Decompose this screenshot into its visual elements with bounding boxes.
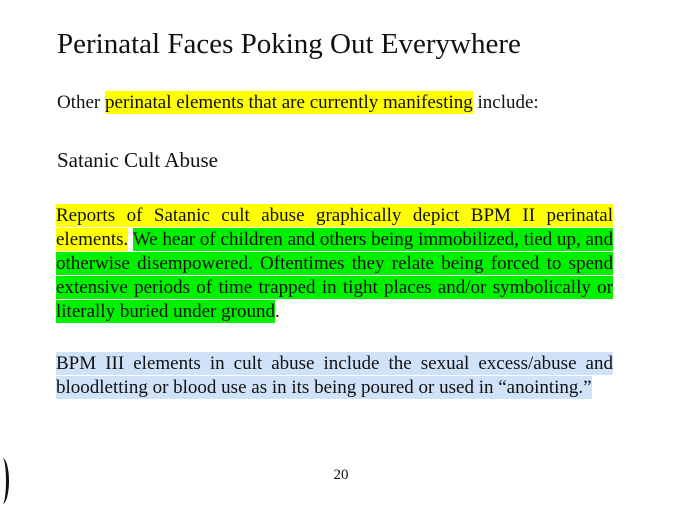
green-highlight-text: We hear of children and others being immobilized, tied up, and otherwise disempowered. Oftentimes they relate being forced to spend extensive periods of time trapped in tight places and/or symbolically or literally buried under ground [56,229,613,322]
intro-line [57,90,539,116]
paragraph-bpm-iii [56,352,613,400]
blue-highlight-text: BPM III elements in cult abuse include the sexual excess/abuse and bloodletting or blood use as in its being poured or used in “anointing.” [56,353,613,398]
yellow-highlight-text: Reports of Satanic cult abuse graphically depict BPM II perinatal elements. [56,205,613,250]
intro-after-text: include: [472,92,539,113]
intro-before-text: Other [57,92,106,113]
paragraph-satanic-cult-abuse [56,204,613,324]
intro-highlight-text: perinatal elements that are currently manifesting [105,92,473,113]
page-number: 20 [333,467,349,483]
page-title: Perinatal Faces Poking Out Everywhere [57,28,521,60]
paragraph-end-text: . [274,301,280,322]
section-heading: Satanic Cult Abuse [57,148,218,172]
